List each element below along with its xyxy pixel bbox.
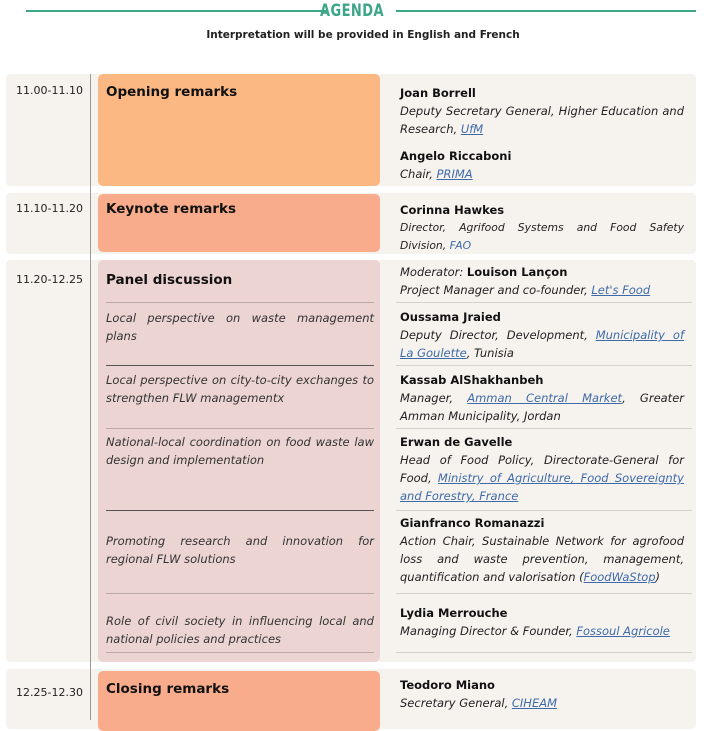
timeline-divider: [90, 74, 91, 720]
speaker-entry: [400, 604, 684, 640]
speaker-separator: [396, 302, 692, 303]
speaker-entry: [400, 371, 684, 425]
keynote-block: [98, 194, 380, 252]
topic-separator: [106, 428, 374, 429]
speaker-name: Kassab AlShakhanbeh: [400, 373, 544, 387]
org-link-fao[interactable]: FAO: [449, 239, 472, 252]
speaker-name: Corinna Hawkes: [400, 203, 505, 217]
moderator-line: Moderator: Louison Lançon: [400, 265, 568, 279]
speaker-role: Director, Agrifood Systems and Food Safety Division, FAO: [400, 221, 684, 252]
agenda-title: AGENDA: [320, 1, 384, 21]
closing-block: [98, 671, 380, 731]
opening-block: [98, 74, 380, 186]
opening-title: Opening remarks: [106, 84, 238, 100]
speaker-role: Project Manager and co-founder, Let's Food: [400, 283, 651, 297]
speaker-entry: [400, 201, 684, 255]
agenda-header: [0, 0, 704, 24]
speaker-role: Deputy Director, Development, Municipality of La Goulette, Tunisia: [400, 328, 684, 360]
topic-item: Role of civil society in influencing local and national policies and practices: [106, 614, 374, 646]
speaker-entry: [400, 676, 684, 712]
org-link-lets-food[interactable]: Let's Food: [591, 283, 651, 297]
interpretation-note: Interpretation will be provided in English and French: [206, 29, 520, 41]
org-link-fossoul[interactable]: Fossoul Agricole: [576, 624, 670, 638]
org-link-la-goulette[interactable]: Municipality of La Goulette: [400, 328, 684, 360]
keynote-title: Keynote remarks: [106, 201, 237, 217]
topic-separator: [106, 365, 374, 366]
time-keynote: 11.10-11.20: [16, 202, 83, 215]
speaker-role: Managing Director & Founder, Fossoul Agricole: [400, 624, 670, 638]
speaker-role: Manager, Amman Central Market, Greater Amman Municipality, Jordan: [400, 391, 684, 423]
panel-title: Panel discussion: [106, 272, 233, 288]
speaker-separator: [396, 510, 692, 511]
speaker-separator: [396, 593, 692, 594]
speaker-entry: [400, 263, 684, 299]
org-link-ciheam[interactable]: CIHEAM: [511, 696, 558, 710]
org-link-amman-market[interactable]: Amman Central Market: [467, 391, 623, 405]
time-opening: 11.00-11.10: [16, 84, 83, 97]
speaker-entry: [400, 147, 684, 183]
org-link-prima[interactable]: PRIMA: [436, 167, 473, 181]
closing-title: Closing remarks: [106, 681, 230, 697]
speaker-separator: [396, 652, 692, 653]
speaker-name: Oussama Jraied: [400, 310, 501, 324]
topic-item: Promoting research and innovation for regional FLW solutions: [106, 534, 374, 566]
topic-item: National-local coordination on food waste law design and implementation: [106, 435, 374, 467]
topic-separator: [106, 302, 374, 303]
topic-separator: [106, 510, 374, 511]
org-link-ministry-france[interactable]: Ministry of Agriculture, Food Sovereignty and Forestry, France: [400, 471, 684, 503]
speaker-name: Louison Lançon: [466, 265, 568, 279]
topic-item: Local perspective on city-to-city exchanges to strengthen FLW managementx: [106, 373, 374, 405]
topic-item: Local perspective on waste management plans: [106, 311, 374, 343]
time-closing: 12.25-12.30: [16, 686, 83, 699]
speaker-name: Lydia Merrouche: [400, 606, 508, 620]
speaker-separator: [396, 365, 692, 366]
speaker-name: Angelo Riccaboni: [400, 149, 512, 163]
speaker-separator: [396, 428, 692, 429]
speaker-entry: [400, 433, 684, 505]
speaker-name: Gianfranco Romanazzi: [400, 516, 545, 530]
speaker-role: Deputy Secretary General, Higher Education and Research, UfM: [400, 104, 684, 136]
topic-separator: [106, 652, 374, 653]
speaker-name: Joan Borrell: [400, 86, 476, 100]
speaker-role: Secretary General, CIHEAM: [400, 696, 558, 710]
org-link-ufm[interactable]: UfM: [460, 122, 484, 136]
speaker-role: Head of Food Policy, Directorate-General for Food, Ministry of Agriculture, Food Sovereignty and Forestry, France: [400, 453, 684, 503]
topic-separator: [106, 593, 374, 594]
speaker-entry: [400, 514, 684, 586]
time-panel: 11.20-12.25: [16, 273, 83, 286]
speaker-name: Teodoro Miano: [400, 678, 495, 692]
org-link-foodwastop[interactable]: FoodWaStop: [583, 570, 656, 584]
speaker-role: Action Chair, Sustainable Network for agrofood loss and waste prevention, management, quantification and valorisation (FoodWaStop): [400, 534, 684, 584]
speaker-name: Erwan de Gavelle: [400, 435, 513, 449]
speaker-role: Chair, PRIMA: [400, 167, 473, 181]
speaker-entry: [400, 308, 684, 362]
speaker-entry: [400, 84, 684, 138]
